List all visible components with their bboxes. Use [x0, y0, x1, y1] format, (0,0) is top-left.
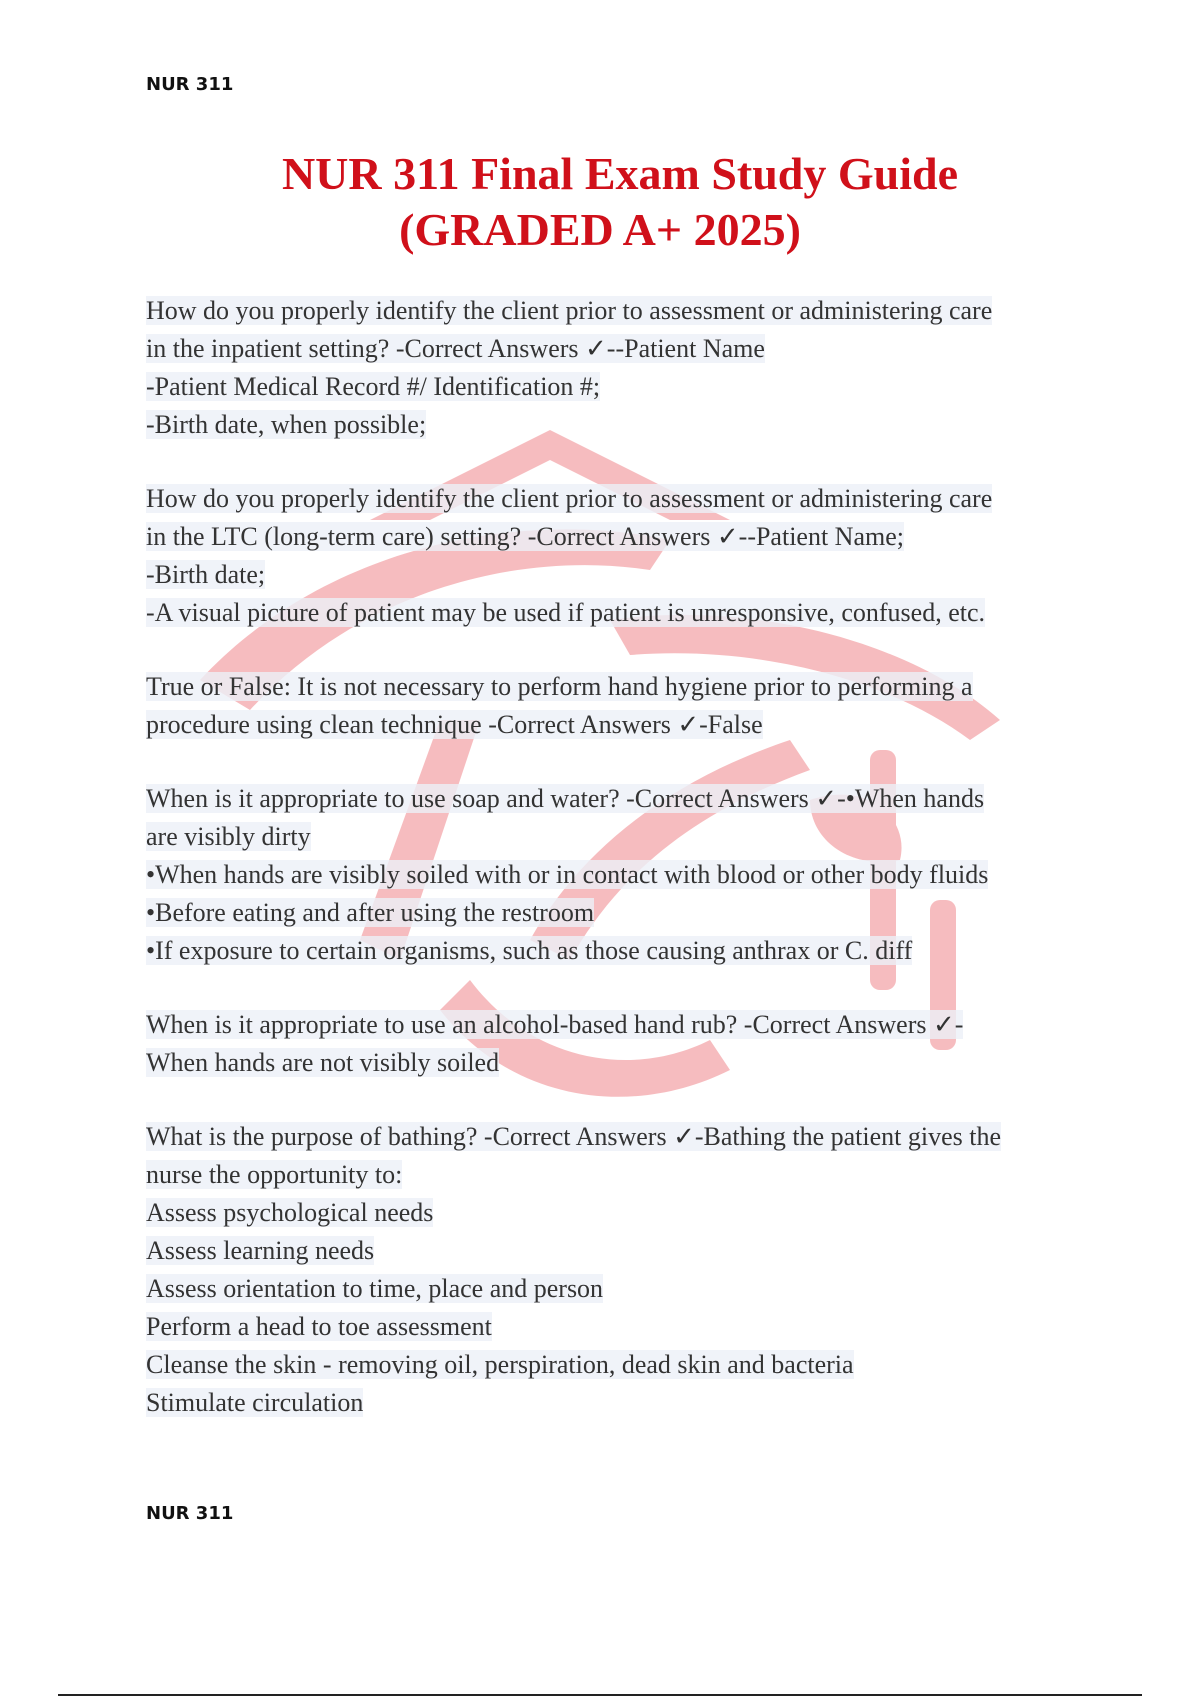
- document-title: [0, 146, 1200, 258]
- qa-line: [146, 1156, 1086, 1194]
- qa-line: [146, 1232, 1086, 1270]
- qa-line: [146, 556, 1086, 594]
- qa-line: [146, 856, 1086, 894]
- qa-text: nurse the opportunity to:: [146, 1160, 403, 1189]
- qa-text: Perform a head to toe assessment: [146, 1312, 492, 1341]
- qa-text: When is it appropriate to use an alcohol-based hand rub? -Correct Answers ✓-: [146, 1010, 964, 1039]
- qa-line: [146, 292, 1086, 330]
- qa-line: [146, 480, 1086, 518]
- qa-line: [146, 406, 1086, 444]
- qa-line: [146, 330, 1086, 368]
- qa-line: [146, 1118, 1086, 1156]
- qa-line: [146, 932, 1086, 970]
- qa-text: Assess psychological needs: [146, 1198, 434, 1227]
- qa-line: [146, 1308, 1086, 1346]
- qa-text: True or False: It is not necessary to perform hand hygiene prior to performing a: [146, 672, 973, 701]
- qa-line: [146, 1384, 1086, 1422]
- qa-line: [146, 1270, 1086, 1308]
- qa-line: [146, 780, 1086, 818]
- qa-text: How do you properly identify the client prior to assessment or administering care: [146, 484, 993, 513]
- qa-line: [146, 1006, 1086, 1044]
- qa-line: [146, 1346, 1086, 1384]
- qa-text: •Before eating and after using the restroom: [146, 898, 595, 927]
- qa-text: in the inpatient setting? -Correct Answers ✓--Patient Name: [146, 334, 765, 363]
- title-line-2: (GRADED A+ 2025): [399, 204, 801, 255]
- qa-line: [146, 1044, 1086, 1082]
- qa-item: [146, 292, 1086, 444]
- qa-line: [146, 518, 1086, 556]
- qa-line: [146, 706, 1086, 744]
- qa-item: [146, 480, 1086, 632]
- qa-line: [146, 668, 1086, 706]
- qa-text: procedure using clean technique -Correct Answers ✓-False: [146, 710, 763, 739]
- qa-item: [146, 1118, 1086, 1422]
- qa-text: •If exposure to certain organisms, such as those causing anthrax or C. diff: [146, 936, 913, 965]
- qa-line: [146, 894, 1086, 932]
- qa-text: When hands are not visibly soiled: [146, 1048, 500, 1077]
- qa-text: are visibly dirty: [146, 822, 311, 851]
- page-footer-label: NUR 311: [146, 1503, 234, 1524]
- qa-item: [146, 1006, 1086, 1082]
- qa-text: Stimulate circulation: [146, 1388, 364, 1417]
- page-bottom-rule: [58, 1694, 1142, 1696]
- qa-line: [146, 594, 1086, 632]
- qa-line: [146, 368, 1086, 406]
- qa-text: Assess learning needs: [146, 1236, 375, 1265]
- qa-text: -A visual picture of patient may be used if patient is unresponsive, confused, etc.: [146, 598, 985, 627]
- qa-text: -Birth date, when possible;: [146, 410, 427, 439]
- qa-text: in the LTC (long-term care) setting? -Correct Answers ✓--Patient Name;: [146, 522, 904, 551]
- qa-text: When is it appropriate to use soap and water? -Correct Answers ✓-•When hands: [146, 784, 985, 813]
- qa-text: What is the purpose of bathing? -Correct Answers ✓-Bathing the patient gives the: [146, 1122, 1002, 1151]
- qa-line: [146, 1194, 1086, 1232]
- qa-text: How do you properly identify the client prior to assessment or administering care: [146, 296, 993, 325]
- page-header-label: NUR 311: [146, 74, 234, 95]
- qa-list: [146, 292, 1086, 1458]
- title-line-1: NUR 311 Final Exam Study Guide: [281, 148, 959, 199]
- qa-text: •When hands are visibly soiled with or in contact with blood or other body fluids: [146, 860, 989, 889]
- qa-text: Cleanse the skin - removing oil, perspiration, dead skin and bacteria: [146, 1350, 854, 1379]
- qa-item: [146, 668, 1086, 744]
- qa-text: -Patient Medical Record #/ Identification #;: [146, 372, 601, 401]
- qa-item: [146, 780, 1086, 970]
- qa-text: -Birth date;: [146, 560, 266, 589]
- qa-text: Assess orientation to time, place and person: [146, 1274, 604, 1303]
- qa-line: [146, 818, 1086, 856]
